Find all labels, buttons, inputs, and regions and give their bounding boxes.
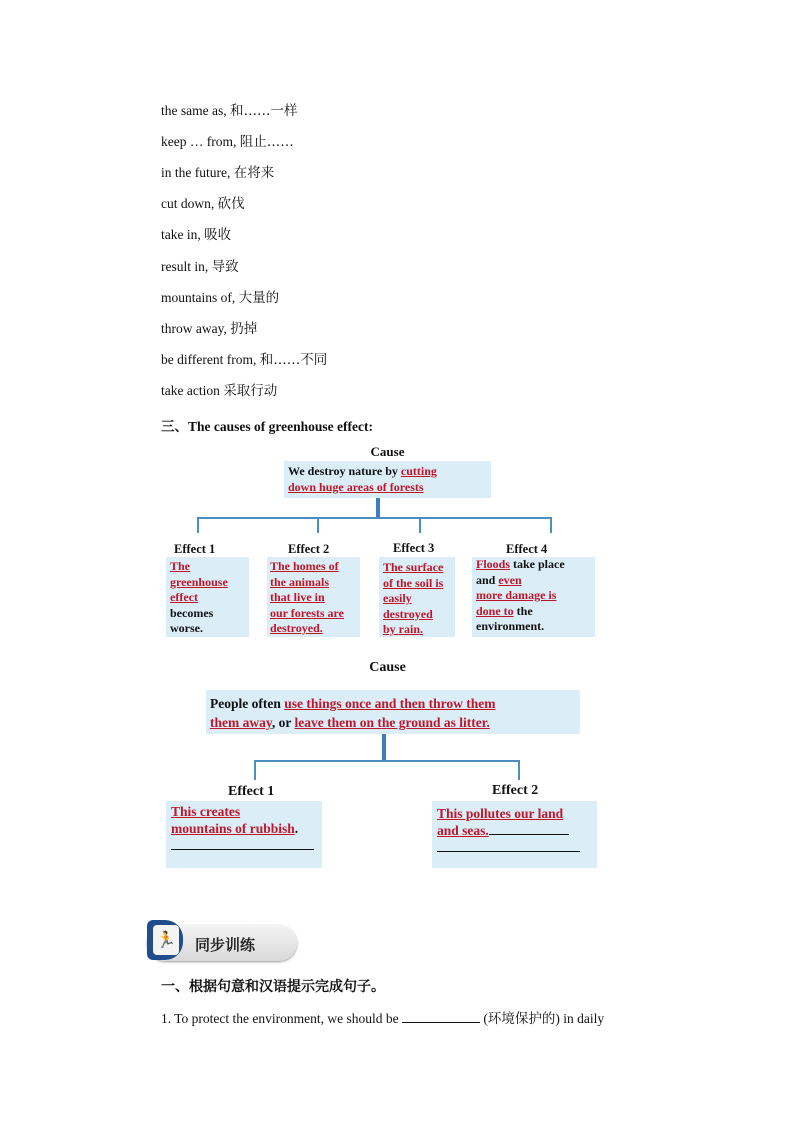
- vocab-item: mountains of, 大量的: [161, 290, 280, 306]
- vocab-item: the same as, 和……一样: [161, 103, 298, 119]
- effect-box: The surface of the soil is easily destroyed by rain.: [379, 557, 455, 637]
- effect-label: Effect 4: [506, 542, 548, 556]
- vocab-item: throw away, 扔掉: [161, 321, 258, 337]
- effect-box: Floods take place and even more damage is done to the environment.: [472, 557, 595, 637]
- practice-badge-label: 同步训练: [195, 936, 256, 954]
- vocab-item: keep … from, 阻止……: [161, 134, 294, 150]
- connector-line: [254, 760, 256, 780]
- connector-line: [197, 517, 199, 533]
- vocab-item: in the future, 在将来: [161, 165, 275, 181]
- connector-line: [317, 517, 319, 533]
- answer-blank[interactable]: [402, 1022, 480, 1023]
- vocab-item: cut down, 砍伐: [161, 196, 245, 212]
- cause-label: Cause: [369, 660, 406, 675]
- vocab-item: result in, 导致: [161, 259, 239, 275]
- effect-box: This creates mountains of rubbish.: [166, 801, 322, 868]
- vocab-item: be different from, 和……不同: [161, 352, 328, 368]
- runner-icon: 🏃: [153, 925, 179, 955]
- connector-line: [376, 498, 380, 518]
- connector-line: [419, 517, 421, 533]
- cause-label: Cause: [370, 444, 405, 459]
- vocab-item: take in, 吸收: [161, 227, 232, 243]
- cause-box: People often use things once and then throw them them away, or leave them on the ground as litter.: [206, 690, 580, 734]
- section-heading: 三、The causes of greenhouse effect:: [161, 419, 373, 434]
- connector-line: [382, 734, 386, 761]
- section-heading: 一、根据句意和汉语提示完成句子。: [161, 979, 385, 995]
- effect-label: Effect 1: [228, 784, 275, 799]
- connector-line: [550, 517, 552, 533]
- effect-box: This pollutes our land and seas.: [432, 801, 597, 868]
- effect-label: Effect 1: [174, 542, 216, 556]
- effect-label: Effect 3: [393, 541, 435, 555]
- connector-line: [254, 760, 520, 762]
- effect-label: Effect 2: [492, 783, 539, 798]
- connector-line: [197, 517, 552, 519]
- effect-label: Effect 2: [288, 542, 330, 556]
- vocab-item: take action 采取行动: [161, 383, 278, 399]
- effect-box: The greenhouse effect becomes worse.: [166, 557, 249, 637]
- question: 1. To protect the environment, we should be (环境保护的) in daily: [161, 1011, 605, 1026]
- effect-box: The homes of the animals that live in our forests are destroyed.: [267, 557, 360, 637]
- cause-box: We destroy nature by cutting down huge areas of forests: [284, 461, 491, 498]
- connector-line: [518, 760, 520, 780]
